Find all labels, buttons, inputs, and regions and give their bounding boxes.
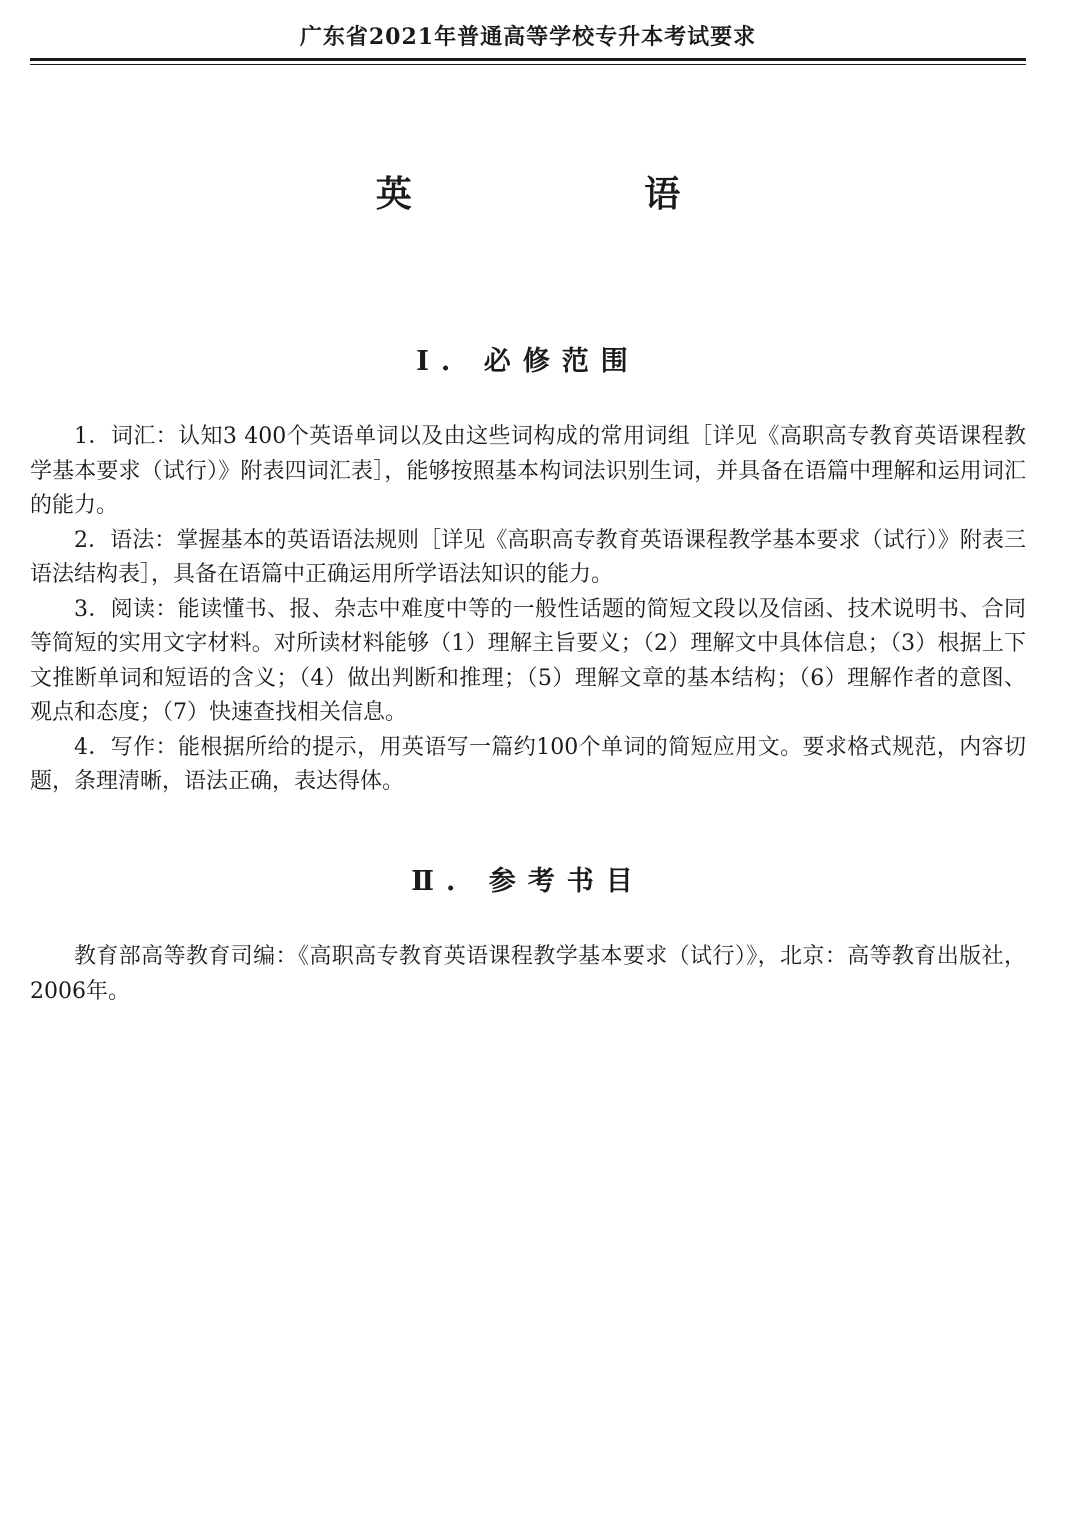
section-body-required-scope [30, 420, 1026, 800]
section-heading-references: Ⅱ. 参考书目 [411, 866, 645, 897]
item-writing: 4．写作：能根据所给的提示，用英语写一篇约100个单词的简短应用文。要求格式规范，内容切题，条理清晰，语法正确，表达得体。 [30, 734, 1026, 794]
header-rule-thick [30, 58, 1026, 61]
header-rule-thin [30, 64, 1026, 65]
item-grammar: 2．语法：掌握基本的英语语法规则［详见《高职高专教育英语课程教学基本要求（试行）》附表三语法结构表］，具备在语篇中正确运用所学语法知识的能力。 [30, 527, 1026, 587]
item-vocabulary: 1．词汇：认知3 400个英语单词以及由这些词构成的常用词组［详见《高职高专教育英语课程教学基本要求（试行）》附表四词汇表］，能够按照基本构词法识别生词，并具备在语篇中理解和运用词汇的能力。 [30, 424, 1026, 518]
item-reading: 3．阅读：能读懂书、报、杂志中难度中等的一般性话题的简短文段以及信函、技术说明书、合同等简短的实用文字材料。对所读材料能够（1）理解主旨要义；（2）理解文中具体信息；（3）根据上下文推断单词和短语的含义；（4）做出判断和推理；（5）理解文章的基本结构；（6）理解作者的意图、观点和态度；（7）快速查找相关信息。 [30, 596, 1026, 725]
section-heading-required-scope: Ⅰ. 必修范围 [416, 346, 640, 377]
reference-entry: 教育部高等教育司编：《高职高专教育英语课程教学基本要求（试行）》，北京：高等教育出版社，2006年。 [30, 944, 1026, 1004]
section-body-references [30, 940, 1026, 1009]
running-header-title: 广东省2021年普通高等学校专升本考试要求 [299, 24, 757, 50]
document-title: 英 语 [375, 173, 791, 215]
